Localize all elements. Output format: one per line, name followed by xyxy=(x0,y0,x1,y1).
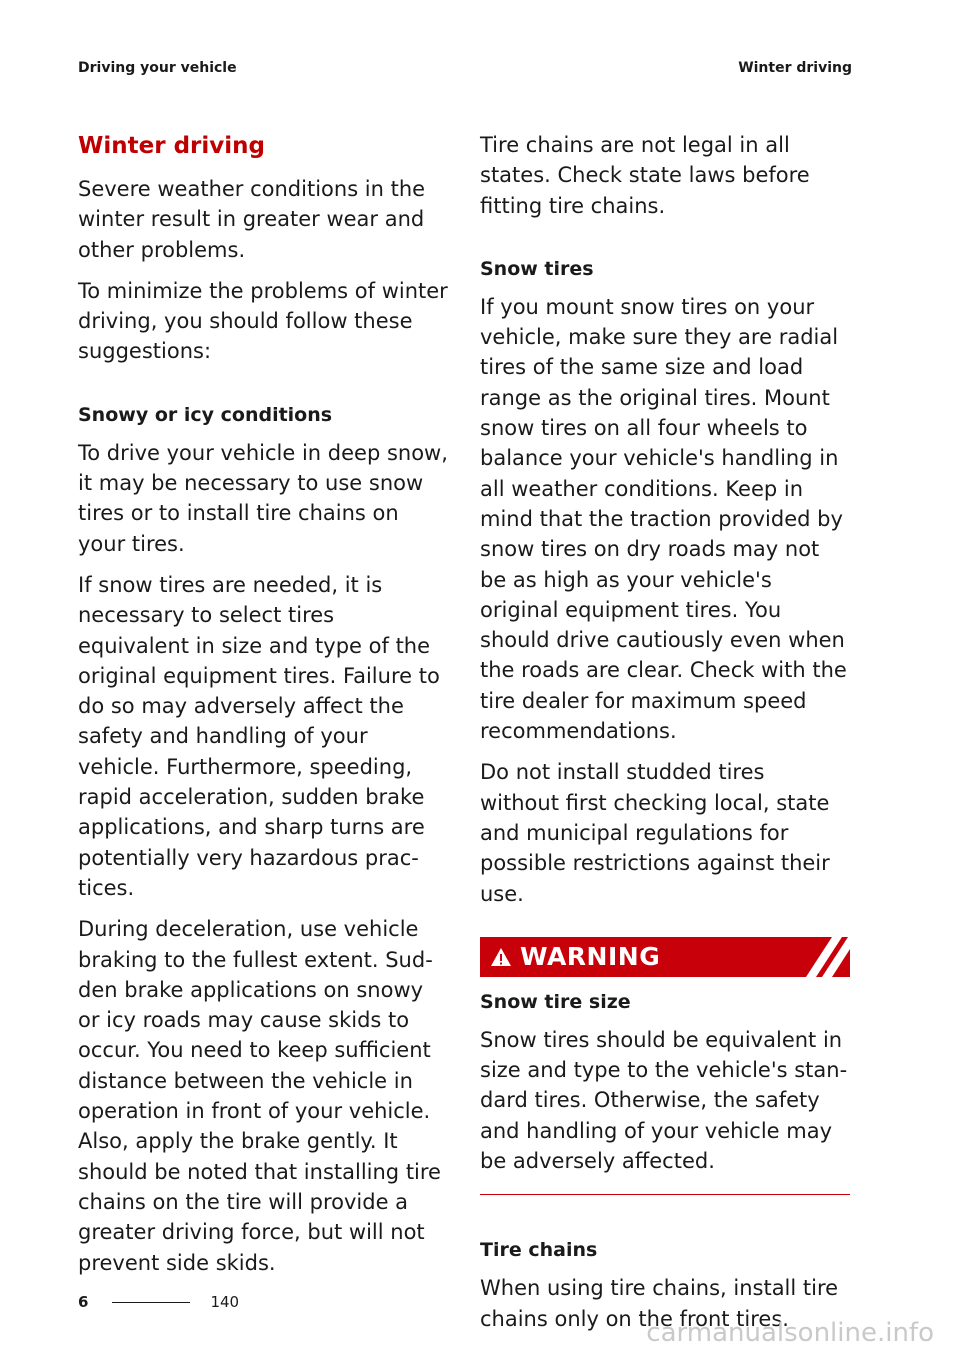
paragraph-mount-snow-tires: If you mount snow tires on your vehicle, make sure they are radial tires of the same size and load range as the original tires. Mount snow tires on all four wheels to balance your vehicle's handling in all weather conditions. Keep in mind that the traction provided by snow tires on dry roads may not be as high as your vehicle's original equipment tires. You should drive cautiously even when the roads are clear. Check with the tire dealer for maximum speed recommendations. xyxy=(480,294,847,744)
warning-label: WARNING xyxy=(520,942,661,972)
left-column xyxy=(78,128,450,1289)
paragraph-snow-tires-needed: If snow tires are needed, it is necessary to select tires equivalent in size and type of the original equipment tires. Failure to do so may adversely affect the safety and handling of your vehicle. Furthermore, speeding, rapid acceleration, sudden brake applications, and sharp turns are potentially very hazardous practices. xyxy=(78,572,440,900)
warning-text: Snow tires should be equivalent in size and type to the vehicle's standard tires. Otherwise, the safety and handling of your vehicle may be adversely affected. xyxy=(480,1027,848,1174)
subheading-tire-chains: Tire chains xyxy=(480,1239,598,1262)
footer-divider xyxy=(112,1302,190,1303)
chapter-number: 6 xyxy=(78,1293,89,1311)
warning-banner xyxy=(480,937,850,977)
running-header-section: Driving your vehicle xyxy=(78,60,237,76)
subheading-snow-tires: Snow tires xyxy=(480,257,594,280)
right-column xyxy=(480,130,850,1345)
warning-triangle-icon xyxy=(490,947,512,967)
warning-stripes-decoration xyxy=(786,937,850,977)
subheading-snowy-icy: Snowy or icy conditions xyxy=(78,403,333,426)
warning-subheading: Snow tire size xyxy=(480,990,631,1013)
paragraph-tire-chains: When using tire chains, install tire chains only on the front tires. xyxy=(480,1276,839,1331)
watermark: carmanualsonline.info xyxy=(646,1318,934,1348)
page-number: 140 xyxy=(210,1293,240,1311)
paragraph-chains-legal: Tire chains are not legal in all states. Check state laws before fitting tire chains. xyxy=(480,133,810,218)
page-footer xyxy=(78,1293,239,1311)
page-title: Winter driving xyxy=(78,133,265,159)
warning-end-rule xyxy=(480,1194,850,1195)
paragraph-deceleration: During deceleration, use vehicle braking to the fullest extent. Sudden brake applications on snowy or icy roads may cause skids to occur. You need to keep sufficient distance between the vehicle in operation in front of your vehicle. Also, apply the brake gently. It should be noted that installing tire chains on the tire will provide a greater driving force, but will not prevent side skids. xyxy=(78,917,441,1275)
running-header-topic: Winter driving xyxy=(738,60,852,76)
paragraph-deep-snow: To drive your vehicle in deep snow, it may be necessary to use snow tires or to install tire chains on your tires. xyxy=(78,440,448,556)
intro-paragraph-2: To minimize the problems of winter driving, you should follow these suggestions: xyxy=(78,278,448,364)
intro-paragraph-1: Severe weather conditions in the winter result in greater wear and other problems. xyxy=(78,177,426,262)
paragraph-studded-tires: Do not install studded tires without first checking local, state and municipal regulations for possible restrictions against their use. xyxy=(480,760,830,906)
